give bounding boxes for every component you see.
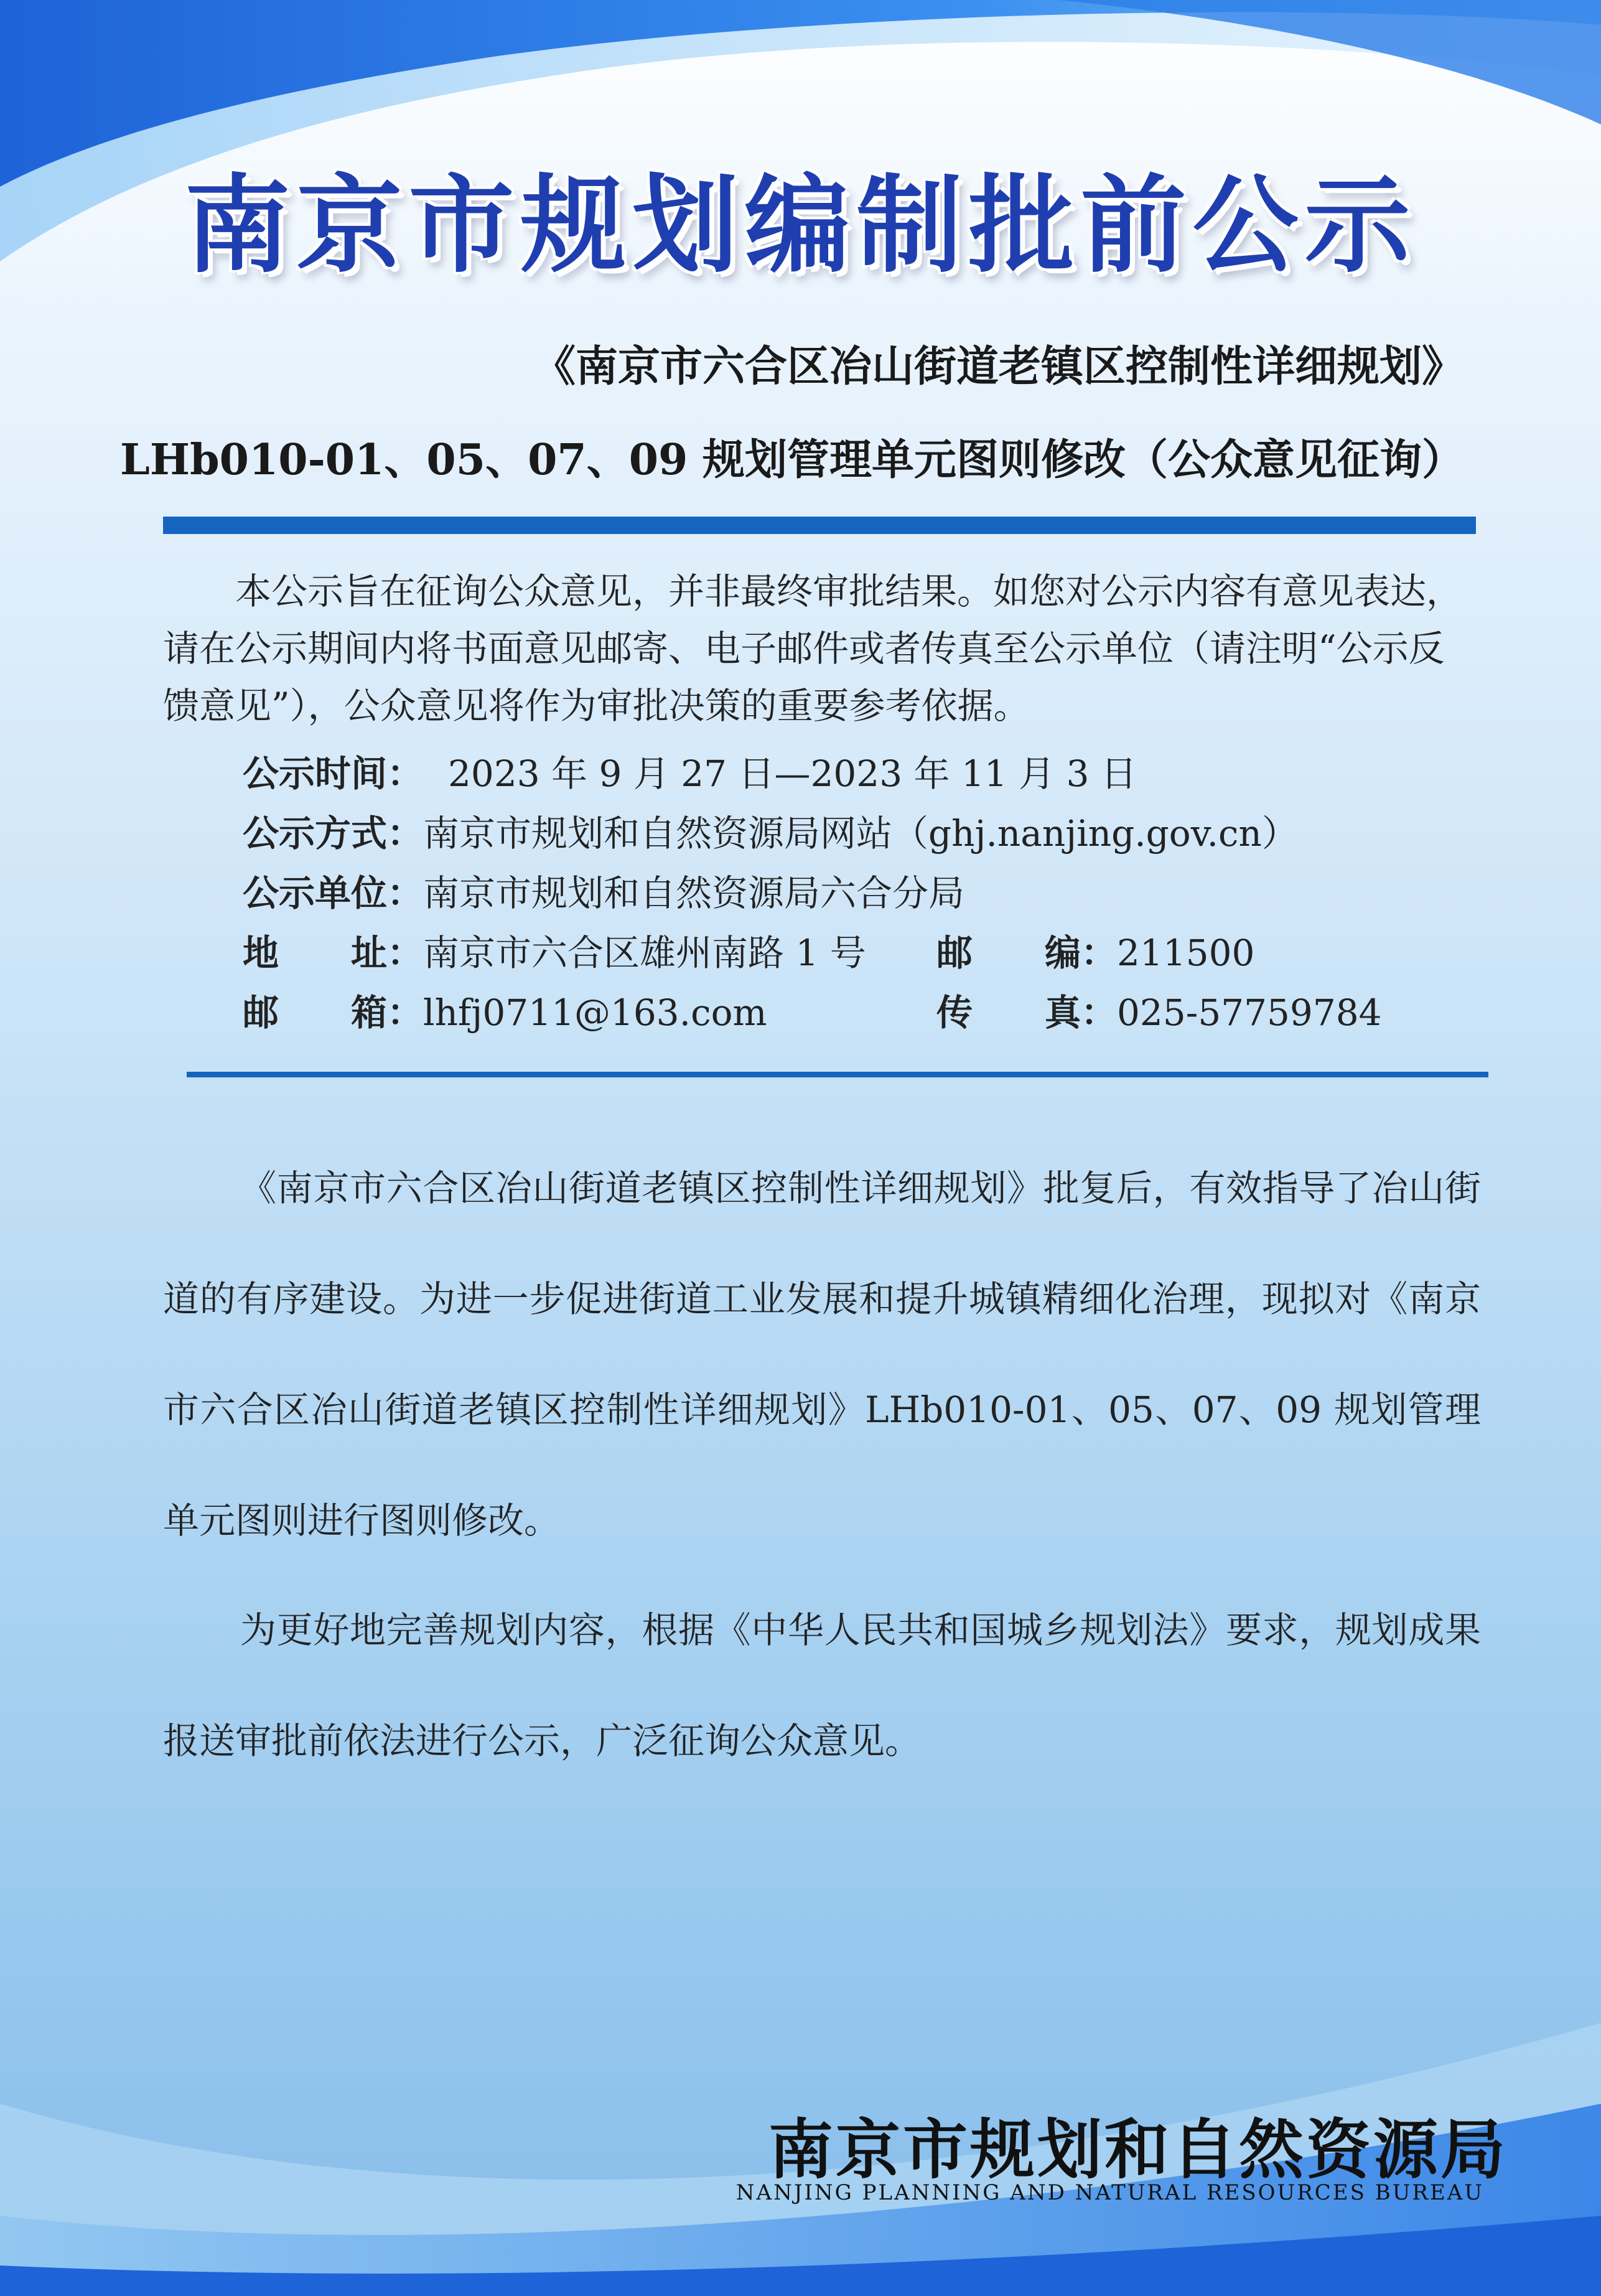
notice-fax-row xyxy=(936,983,1382,1036)
notice-address-row xyxy=(243,924,866,976)
notice-time-value: 2023 年 9 月 27 日—2023 年 11 月 3 日 xyxy=(448,752,1137,795)
notice-email-value: lhfj0711@163.com xyxy=(423,991,767,1034)
notice-postcode-label: 邮 编： xyxy=(936,932,1118,974)
notice-fax-label: 传 真： xyxy=(936,991,1118,1034)
notice-fax-value: 025-57759784 xyxy=(1117,991,1382,1034)
notice-email-row xyxy=(243,983,767,1036)
notice-intro: 本公示旨在征询公众意见，并非最终审批结果。如您对公示内容有意见表达，请在公示期间内将书面意见邮寄、电子邮件或者传真至公示单位（请注明“公示反馈意见”），公众意见将作为审批决策的重要参考依据。 xyxy=(163,570,1463,727)
notice-method-row xyxy=(243,804,1298,856)
body-paragraph-2: 为更好地完善规划内容，根据《中华人民共和国城乡规划法》要求，规划成果报送审批前依法进行公示，广泛征询公众意见。 xyxy=(163,1609,1481,1762)
page-title: 南京市规划编制批前公示 xyxy=(184,163,1417,288)
footer-org-en: NANJING PLANNING AND NATURAL RESOURCES BUREAU xyxy=(735,2180,1484,2205)
body-paragraph-1: 《南京市六合区冶山街道老镇区控制性详细规划》批复后，有效指导了冶山街道的有序建设。为进一步促进街道工业发展和提升城镇精细化治理，现拟对《南京市六合区冶山街道老镇区控制性详细规划》LHb010-01、05、07、09 规划管理单元图则进行图则修改。 xyxy=(163,1167,1481,1542)
notice-unit-row xyxy=(243,864,964,916)
notice-method-value: 南京市规划和自然资源局网站（ghj.nanjing.gov.cn） xyxy=(423,812,1298,855)
notice-time-row xyxy=(243,744,1137,797)
footer-org-cn: 南京市规划和自然资源局 xyxy=(768,2111,1508,2188)
subtitle-line-2: LHb010-01、05、07、09 规划管理单元图则修改（公众意见征询） xyxy=(120,435,1464,485)
header-divider xyxy=(163,517,1476,534)
notice-unit-label: 公示单位： xyxy=(243,872,424,914)
notice-email-label: 邮 箱： xyxy=(243,991,424,1034)
notice-address-value: 南京市六合区雄州南路 1 号 xyxy=(423,932,866,974)
notice-postcode-value: 211500 xyxy=(1117,932,1255,974)
notice-unit-value: 南京市规划和自然资源局六合分局 xyxy=(423,872,965,914)
subtitle-line-1: 《南京市六合区冶山街道老镇区控制性详细规划》 xyxy=(533,342,1464,391)
notice-method-label: 公示方式： xyxy=(243,812,424,855)
notice-address-label: 地 址： xyxy=(243,932,424,974)
notice-divider xyxy=(187,1072,1488,1077)
notice-time-label: 公示时间： xyxy=(243,752,424,795)
notice-postcode-row xyxy=(936,924,1254,976)
